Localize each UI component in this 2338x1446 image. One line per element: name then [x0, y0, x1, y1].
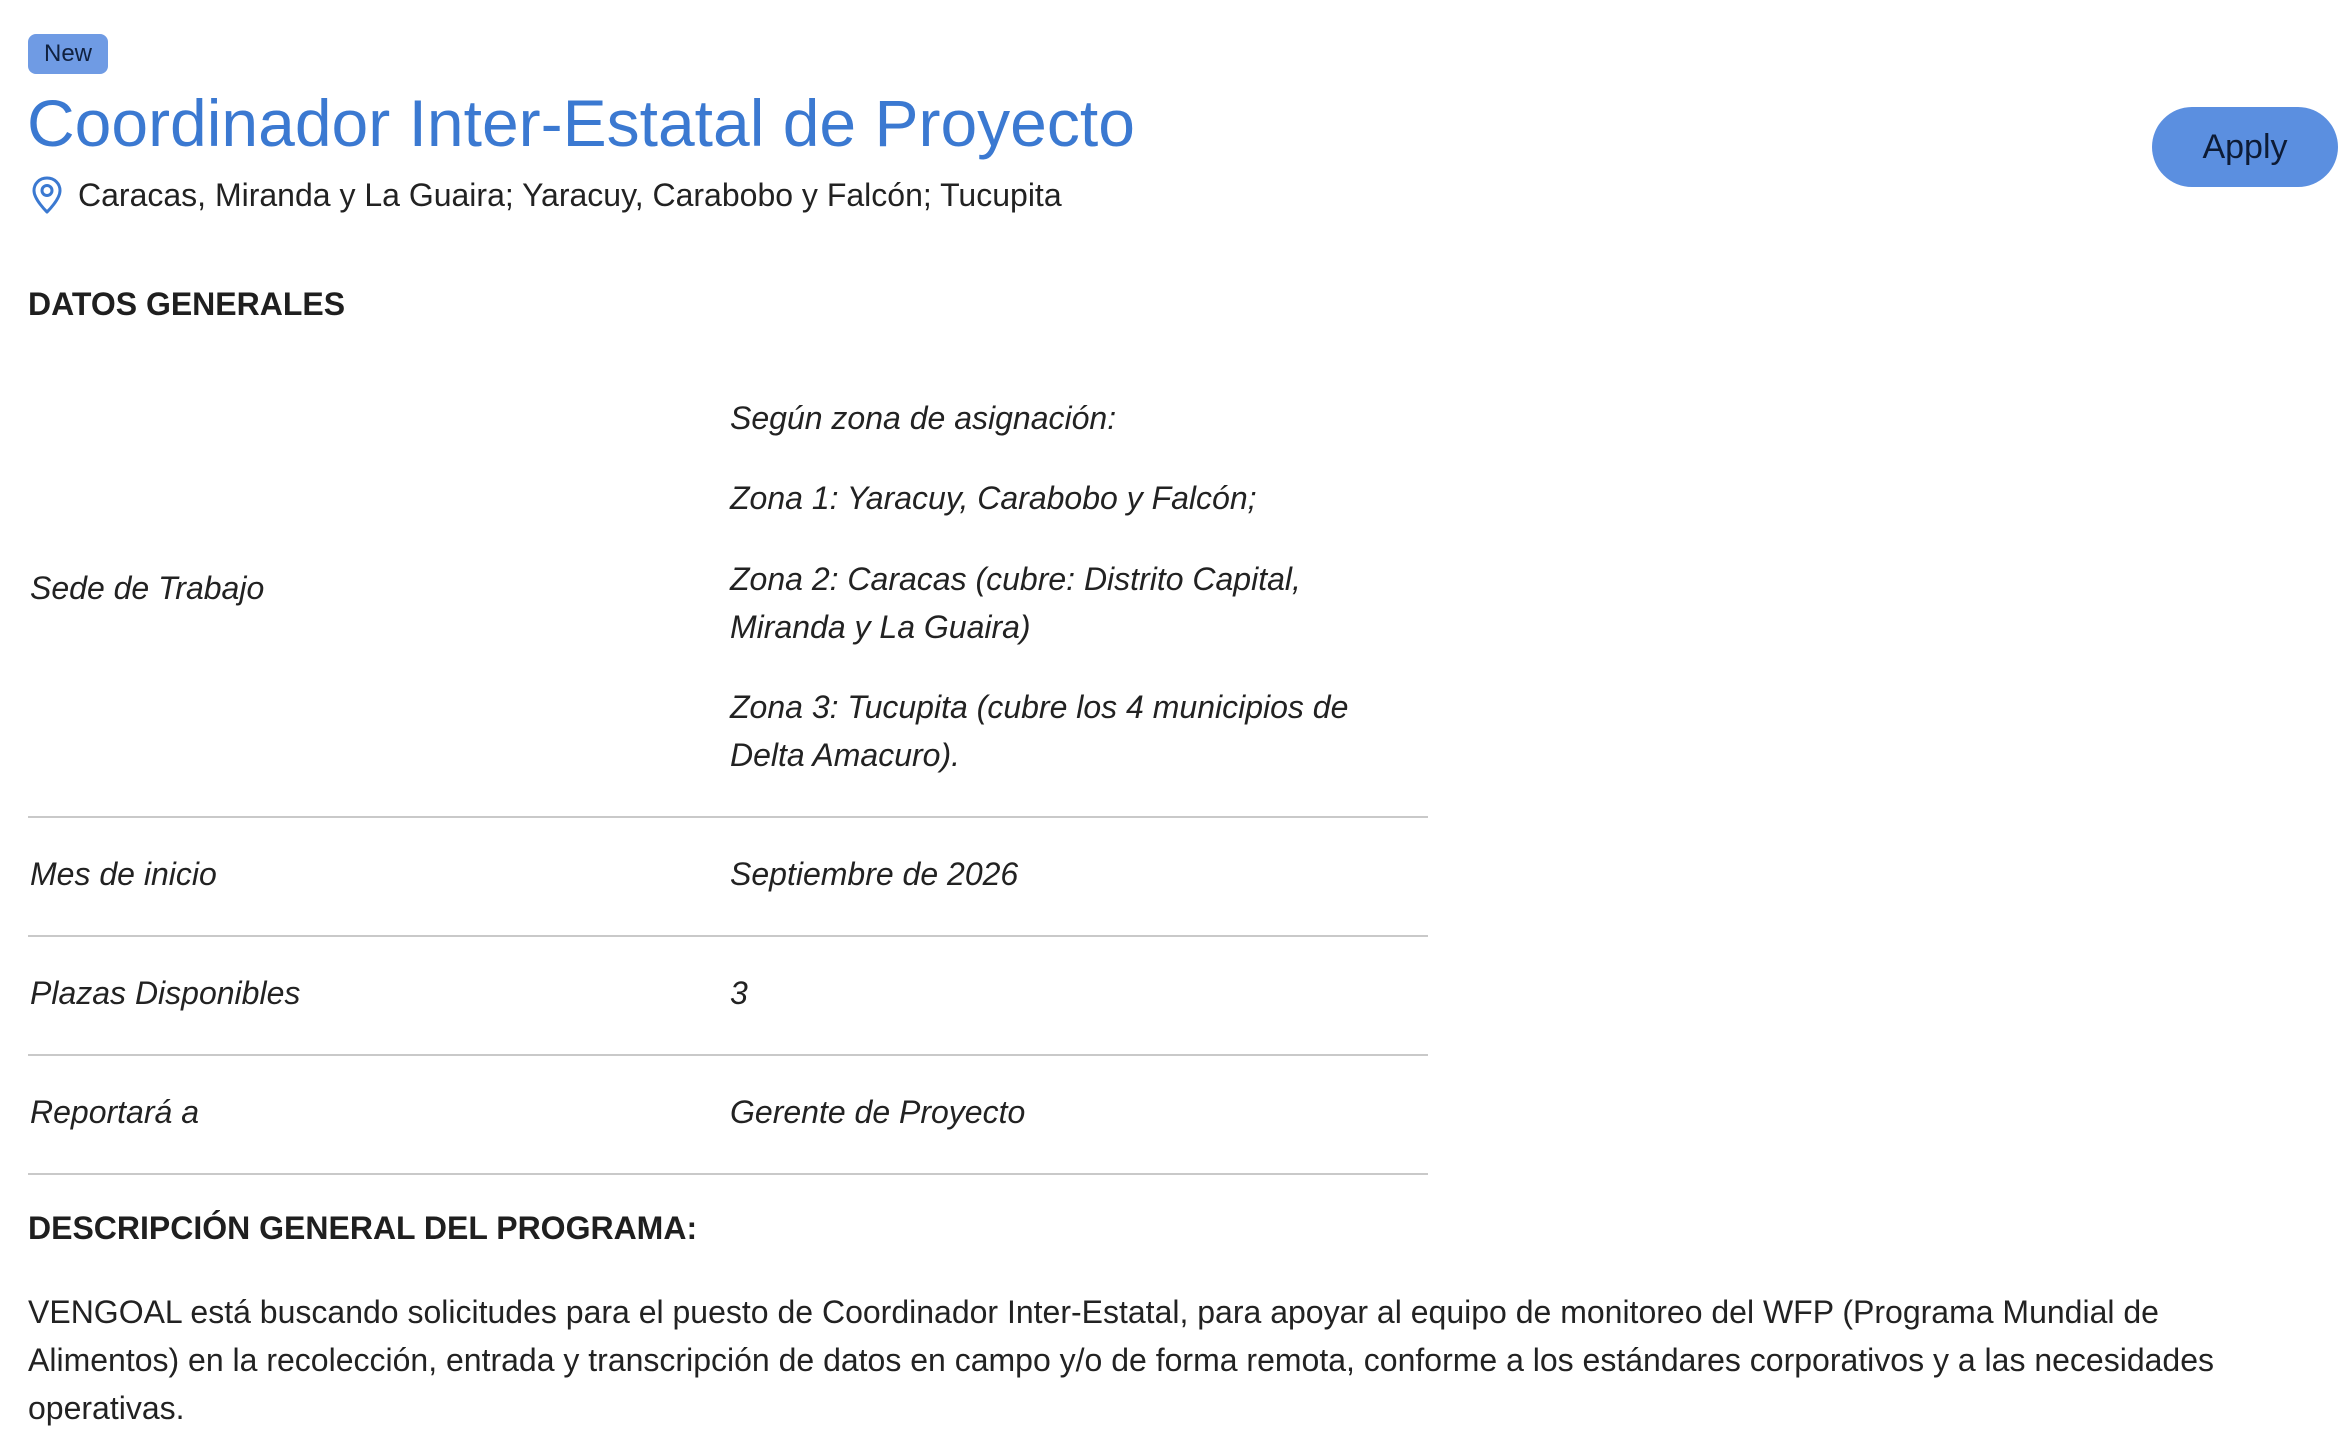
location-text: Caracas, Miranda y La Guaira; Yaracuy, Carabobo y Falcón; Tucupita: [78, 176, 1062, 213]
new-badge: New: [28, 34, 108, 74]
row-value-plazas: 3: [730, 975, 748, 1011]
map-pin-icon: [30, 175, 64, 215]
sede-value-line: Según zona de asignación:: [730, 400, 1117, 436]
row-label-reportara: Reportará a: [30, 1094, 199, 1130]
row-label-mes-inicio: Mes de inicio: [30, 856, 217, 892]
job-title: Coordinador Inter-Estatal de Proyecto: [27, 86, 1135, 160]
sede-value-line: Zona 3: Tucupita (cubre los 4 municipios de: [730, 689, 1349, 725]
description-line: Alimentos) en la recolección, entrada y transcripción de datos en campo y/o de forma remota, conforme a los estándares corporativos y a las necesidades: [28, 1342, 2215, 1378]
table-row-plazas: [28, 937, 1428, 1056]
description-line: operativas.: [28, 1390, 185, 1426]
sede-value-line: Zona 2: Caracas (cubre: Distrito Capital,: [730, 561, 1301, 597]
row-value-mes-inicio: Septiembre de 2026: [730, 856, 1019, 892]
general-data-heading: DATOS GENERALES: [28, 286, 346, 322]
sede-value-line: Zona 1: Yaracuy, Carabobo y Falcón;: [730, 480, 1257, 516]
description-line: VENGOAL está buscando solicitudes para el puesto de Coordinador Inter-Estatal, para apoyar al equipo de monitoreo del WFP (Programa Mundial de: [28, 1294, 2159, 1330]
program-description: [28, 1288, 2328, 1432]
table-row-sede: [28, 380, 1428, 818]
row-label-plazas: Plazas Disponibles: [30, 975, 301, 1011]
apply-button[interactable]: Apply: [2152, 107, 2338, 187]
table-row-mes-inicio: [28, 818, 1428, 937]
table-row-reportara: [28, 1056, 1428, 1175]
row-value-reportara: Gerente de Proyecto: [730, 1094, 1026, 1130]
sede-value-line: Miranda y La Guaira): [730, 609, 1031, 645]
sede-value-line: Delta Amacuro).: [730, 737, 960, 773]
row-label-sede: Sede de Trabajo: [30, 570, 265, 606]
job-location: [30, 174, 1062, 216]
program-description-heading: DESCRIPCIÓN GENERAL DEL PROGRAMA:: [28, 1210, 698, 1246]
